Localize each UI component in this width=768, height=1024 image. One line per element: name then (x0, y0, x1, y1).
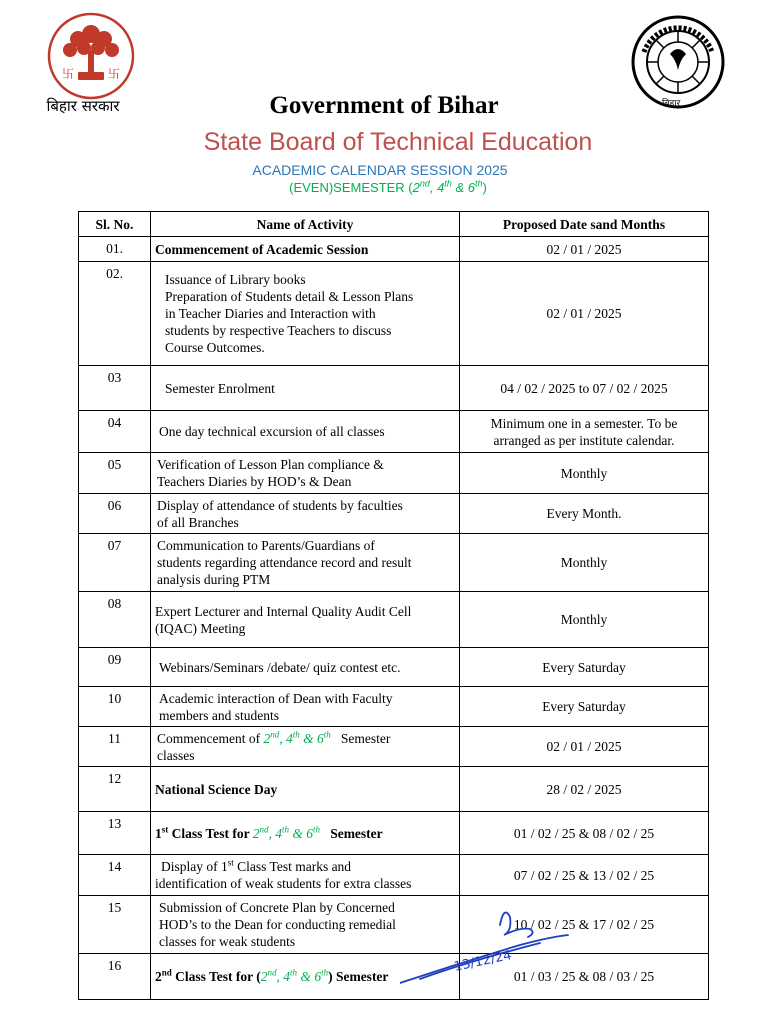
sl-no-cell: 06 (79, 494, 151, 534)
date-cell: 02 / 01 / 2025 (460, 237, 709, 262)
activity-cell: Commencement of Academic Session (151, 237, 460, 262)
sl-no-cell: 04 (79, 411, 151, 453)
activity-cell: National Science Day (151, 767, 460, 812)
activity-cell: 2nd Class Test for (2nd, 4th & 6th) Semester (151, 954, 460, 1000)
sl-no-cell: 08 (79, 592, 151, 648)
sl-no-cell: 01. (79, 237, 151, 262)
sl-no-cell: 11 (79, 727, 151, 767)
activity-cell: Display of attendance of students by faculties of all Branches (151, 494, 460, 534)
date-cell: 07 / 02 / 25 & 13 / 02 / 25 (460, 855, 709, 896)
sl-no-cell: 13 (79, 812, 151, 855)
activity-cell: 1st Class Test for 2nd, 4th & 6th Semester (151, 812, 460, 855)
activity-cell: Display of 1st Class Test marks and identification of weak students for extra classes (151, 855, 460, 896)
table-header-row (79, 212, 709, 237)
svg-text:卐: 卐 (108, 67, 121, 81)
activity-cell: Expert Lecturer and Internal Quality Audit Cell (IQAC) Meeting (151, 592, 460, 648)
date-cell: 02 / 01 / 2025 (460, 262, 709, 366)
table-row (79, 855, 709, 896)
table-row (79, 592, 709, 648)
date-cell: Monthly (460, 592, 709, 648)
activity-cell: Webinars/Seminars /debate/ quiz contest etc. (151, 648, 460, 687)
government-title: Government of Bihar (269, 92, 499, 119)
board-title: State Board of Technical Education (203, 128, 593, 156)
sl-no-cell: 12 (79, 767, 151, 812)
sl-no-cell: 05 (79, 453, 151, 494)
date-cell: Monthly (460, 453, 709, 494)
sl-no-cell: 09 (79, 648, 151, 687)
activity-cell: Submission of Concrete Plan by Concerned HOD’s to the Dean for conducting remedial classes for weak students (151, 896, 460, 954)
activity-cell: Communication to Parents/Guardians of students regarding attendance record and result analysis during PTM (151, 534, 460, 592)
date-cell: Every Saturday (460, 648, 709, 687)
signature-date: 13/12/24 (452, 948, 513, 975)
activity-cell: One day technical excursion of all classes (151, 411, 460, 453)
sl-no-cell: 10 (79, 687, 151, 727)
table-row (79, 453, 709, 494)
table-row (79, 494, 709, 534)
activity-cell: Commencement of 2nd, 4th & 6th Semester classes (151, 727, 460, 767)
seal-caption: बिहार (662, 99, 681, 109)
activity-cell: Verification of Lesson Plan compliance & Teachers Diaries by HOD’s & Dean (151, 453, 460, 494)
date-cell: 01 / 03 / 25 & 08 / 03 / 25 (460, 954, 709, 1000)
bihar-sarkar-caption: बिहार सरकार (46, 97, 120, 115)
date-cell: 04 / 02 / 2025 to 07 / 02 / 2025 (460, 366, 709, 411)
table-row (79, 687, 709, 727)
session-title: ACADEMIC CALENDAR SESSION 2025 (252, 162, 508, 178)
svg-text:卐: 卐 (62, 67, 75, 81)
activity-cell: Issuance of Library books Preparation of Students detail & Lesson Plans in Teacher Diaries and Interaction with students by respective Teachers to discuss Course Outcomes. (151, 262, 460, 366)
date-cell: Every Saturday (460, 687, 709, 727)
sl-no-cell: 07 (79, 534, 151, 592)
sl-no-cell: 02. (79, 262, 151, 366)
activity-cell: Academic interaction of Dean with Faculty members and students (151, 687, 460, 727)
table-row (79, 896, 709, 954)
table-row (79, 366, 709, 411)
date-cell: Every Month. (460, 494, 709, 534)
table-row (79, 534, 709, 592)
header-date: Proposed Date sand Months (460, 212, 709, 237)
table-row (79, 237, 709, 262)
table-row (79, 411, 709, 453)
table-row (79, 262, 709, 366)
date-cell: 01 / 02 / 25 & 08 / 02 / 25 (460, 812, 709, 855)
academic-calendar-table (78, 211, 709, 1000)
date-cell: 28 / 02 / 2025 (460, 767, 709, 812)
table-row (79, 648, 709, 687)
sl-no-cell: 15 (79, 896, 151, 954)
sl-no-cell: 16 (79, 954, 151, 1000)
date-cell: 10 / 02 / 25 & 17 / 02 / 25 (460, 896, 709, 954)
sl-no-cell: 14 (79, 855, 151, 896)
date-cell: Minimum one in a semester. To be arranged as per institute calendar. (460, 411, 709, 453)
date-cell: Monthly (460, 534, 709, 592)
semester-title: (EVEN)SEMESTER (2nd, 4th & 6th) (289, 178, 487, 195)
bodhi-tree-emblem-icon (40, 12, 142, 100)
table-row (79, 767, 709, 812)
table-row (79, 727, 709, 767)
header-activity: Name of Activity (151, 212, 460, 237)
table-row (79, 954, 709, 1000)
date-cell: 02 / 01 / 2025 (460, 727, 709, 767)
handwritten-signature (400, 905, 570, 985)
table-row (79, 812, 709, 855)
header-sl-no: Sl. No. (79, 212, 151, 237)
sl-no-cell: 03 (79, 366, 151, 411)
activity-cell: Semester Enrolment (151, 366, 460, 411)
